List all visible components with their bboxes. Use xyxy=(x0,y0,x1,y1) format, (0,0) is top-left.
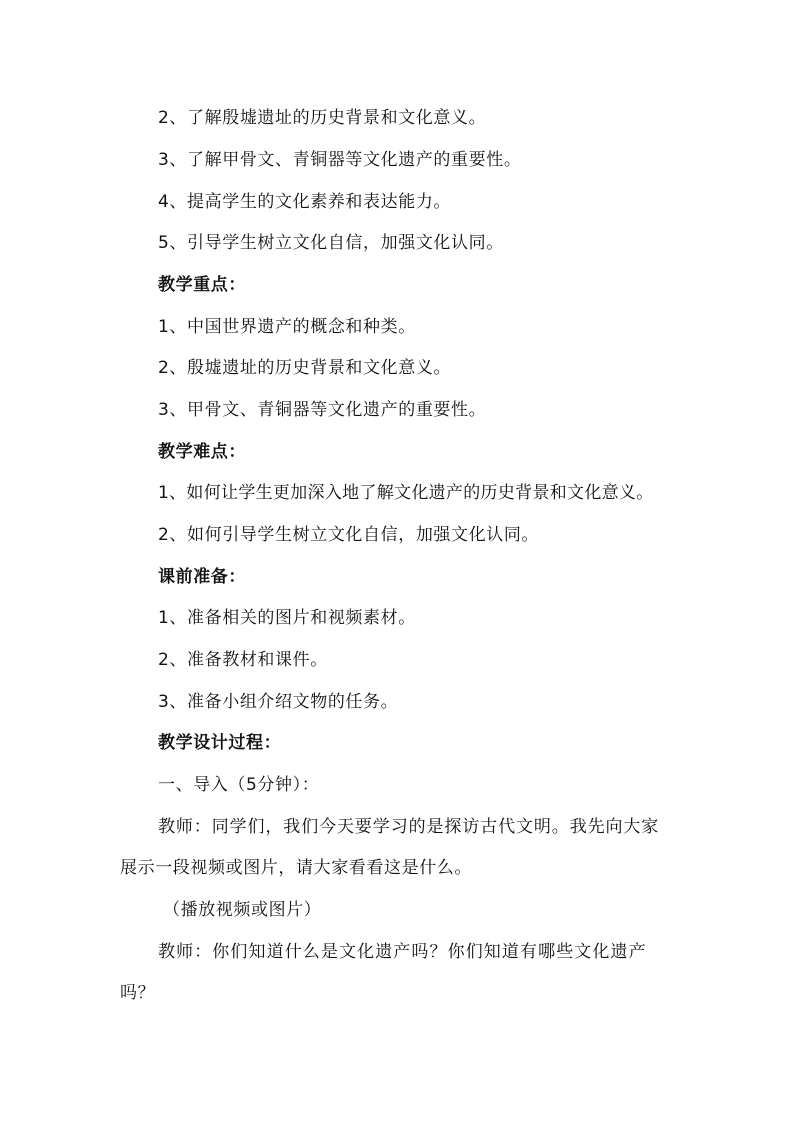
objective-item-2: 2、了解殷墟遗址的历史背景和文化意义。 xyxy=(158,108,487,128)
objective-item-3: 3、了解甲骨文、青铜器等文化遗产的重要性。 xyxy=(158,150,522,170)
preparation-item-3: 3、准备小组介绍文物的任务。 xyxy=(158,692,399,712)
process-heading: 教学设计过程： xyxy=(158,733,282,753)
key-points-heading: 教学重点： xyxy=(158,275,246,295)
teacher-paragraph-1-line-1: 教师：同学们，我们今天要学习的是探访古代文明。我先向大家 xyxy=(158,817,660,837)
teacher-paragraph-2-line-1: 教师：你们知道什么是文化遗产吗？你们知道有哪些文化遗产 xyxy=(158,942,647,962)
teacher-paragraph-2-line-2: 吗？ xyxy=(120,983,156,1003)
teacher-paragraph-1-line-2: 展示一段视频或图片，请大家看看这是什么。 xyxy=(120,858,472,878)
difficulty-item-1: 1、如何让学生更加深入地了解文化遗产的历史背景和文化意义。 xyxy=(158,483,654,503)
key-point-item-2: 2、殷墟遗址的历史背景和文化意义。 xyxy=(158,358,452,378)
objective-item-5: 5、引导学生树立文化自信，加强文化认同。 xyxy=(158,233,504,253)
objective-item-4: 4、提高学生的文化素养和表达能力。 xyxy=(158,192,452,212)
difficulties-heading: 教学难点： xyxy=(158,442,246,462)
difficulty-item-2: 2、如何引导学生树立文化自信，加强文化认同。 xyxy=(158,525,540,545)
intro-heading: 一、导入（5分钟）： xyxy=(158,775,320,795)
preparation-item-2: 2、准备教材和课件。 xyxy=(158,650,328,670)
preparation-heading: 课前准备： xyxy=(158,567,246,587)
key-point-item-1: 1、中国世界遗产的概念和种类。 xyxy=(158,317,416,337)
preparation-item-1: 1、准备相关的图片和视频素材。 xyxy=(158,608,416,628)
stage-direction: （播放视频或图片） xyxy=(163,900,322,920)
key-point-item-3: 3、甲骨文、青铜器等文化遗产的重要性。 xyxy=(158,400,487,420)
